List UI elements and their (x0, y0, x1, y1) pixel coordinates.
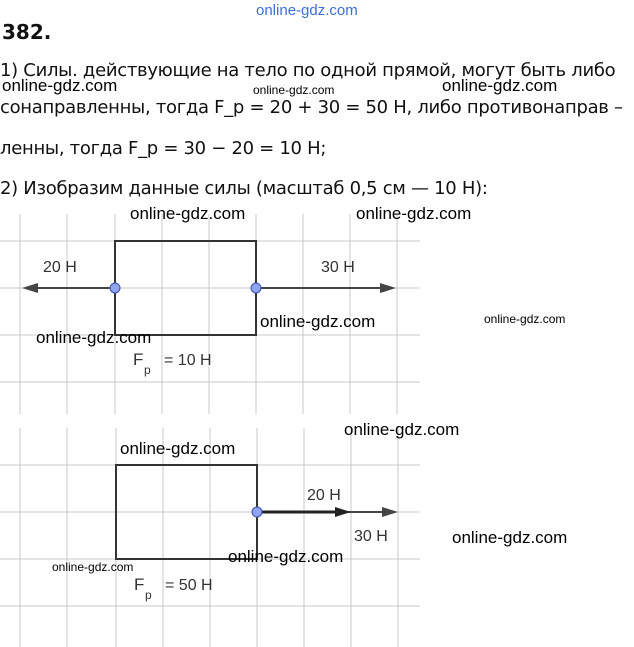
watermark: online-gdz.com (120, 439, 236, 458)
watermark: online-gdz.com (442, 76, 558, 95)
text-line-1: 1) Силы. действующие на тело по одной прямой, могут быть либо (0, 60, 616, 81)
point-application (252, 507, 262, 517)
watermark: online-gdz.com (356, 204, 472, 223)
watermark: online-gdz.com (36, 328, 152, 347)
watermark: online-gdz.com (260, 312, 376, 331)
watermark: online-gdz.com (253, 83, 335, 97)
watermark: online-gdz.com (130, 204, 246, 223)
watermark: online-gdz.com (52, 560, 134, 574)
text-line-2: сонаправленны, тогда F_р = 20 + 30 = 50 Н, либо противонаправ – (0, 97, 623, 118)
left-arrow (22, 283, 115, 293)
result-symbol: F (134, 575, 145, 594)
text-line-3: ленны, тогда F_р = 30 − 20 = 10 Н; (0, 138, 327, 159)
text-line-4: 2) Изобразим данные силы (масштаб 0,5 см — 10 Н): (0, 178, 488, 199)
result-value: = 50 Н (165, 577, 213, 594)
point-right (251, 283, 261, 293)
watermark: online-gdz.com (484, 312, 566, 326)
result-symbol: F (133, 350, 144, 369)
label-20n: 20 Н (307, 487, 341, 504)
top-watermark: online-gdz.com (256, 2, 358, 19)
right-arrow (256, 283, 396, 293)
label-30n: 30 Н (354, 528, 388, 545)
result-subscript: р (144, 363, 151, 377)
watermark: online-gdz.com (344, 420, 460, 439)
label-30n: 30 Н (321, 259, 355, 276)
label-20n: 20 Н (43, 259, 77, 276)
result-subscript: р (145, 588, 152, 602)
watermark: online-gdz.com (452, 528, 568, 547)
watermark: online-gdz.com (228, 547, 344, 566)
problem-number: 382. (2, 20, 52, 44)
force-diagram-2 (0, 428, 430, 647)
result-value: = 10 Н (164, 352, 212, 369)
watermark: online-gdz.com (2, 76, 118, 95)
point-left (110, 283, 120, 293)
